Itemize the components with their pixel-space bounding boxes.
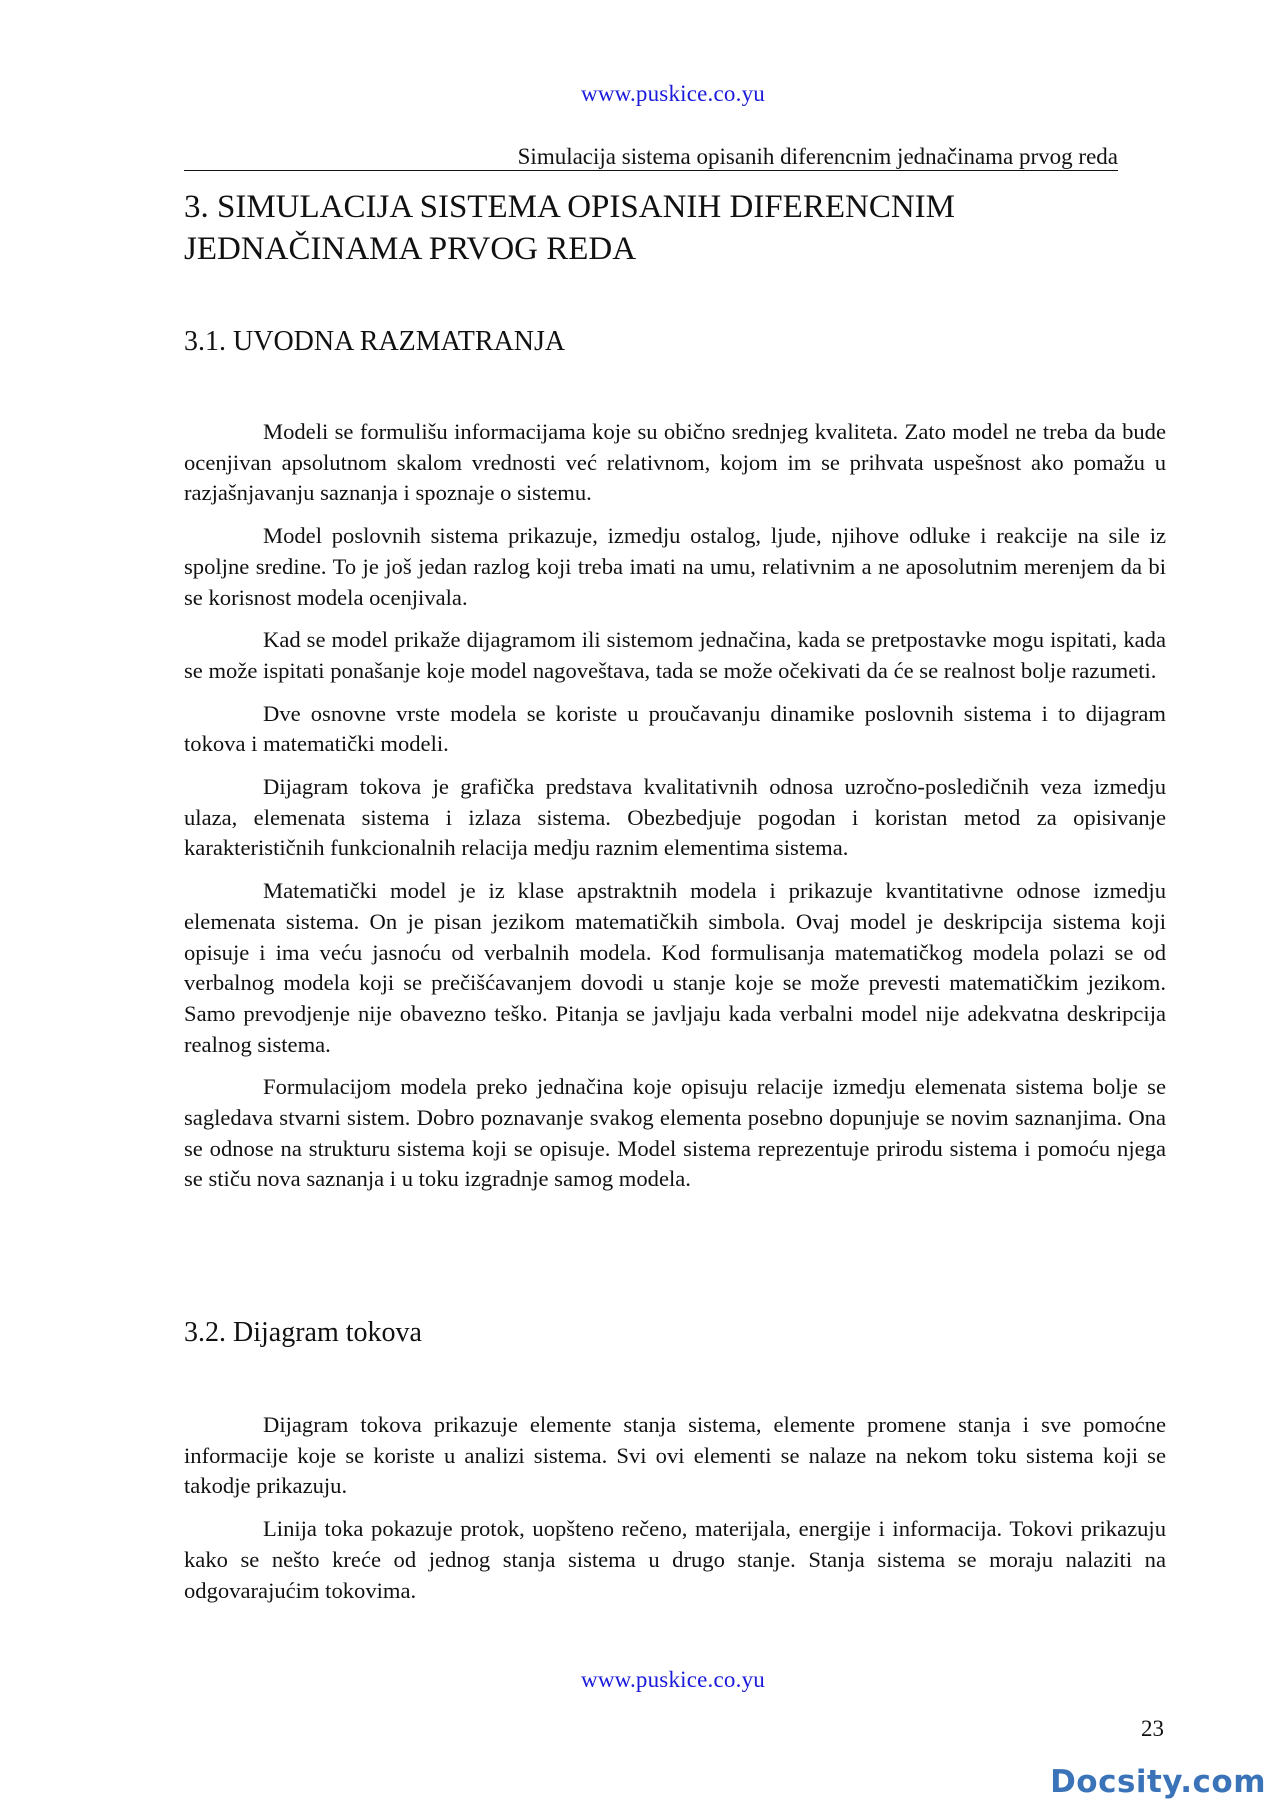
- footer-url[interactable]: www.puskice.co.yu: [581, 1667, 765, 1692]
- page-number: 23: [1141, 1716, 1164, 1741]
- paragraph: Formulacijom modela preko jednačina koje opisuju relacije izmedju elemenata sistema bolje se sagledava stvarni sistem. Dobro poznavanje svakog elementa posebno dopunjuje se novim saznanjima. Ona se odnose na strukturu sistema koji se opisuje. Model sistema reprezentuje prirodu sistema i pomoću njega se stiču nova saznanja i u toku izgradnje samog modela.: [184, 1074, 1166, 1192]
- section-title-uvodna: 3.1. UVODNA RAZMATRANJA: [184, 326, 566, 357]
- running-header-title: Simulacija sistema opisanih diferencnim jednačinama prvog reda: [517, 144, 1118, 169]
- docsity-watermark[interactable]: Docsity.com: [1050, 1764, 1266, 1800]
- section-1-body: [184, 417, 1166, 1207]
- section-title-dijagram-tokova: 3.2. Dijagram tokova: [184, 1317, 422, 1348]
- paragraph: Linija toka pokazuje protok, uopšteno rečeno, materijala, energije i informacija. Tokovi prikazuju kako se nešto kreće od jednog stanja sistema u drugo stanje. Stanja sistema se moraju nalaziti na odgovarajućim tokovima.: [184, 1516, 1166, 1603]
- chapter-title-line-1: 3. SIMULACIJA SISTEMA OPISANIH DIFERENCNIM: [184, 189, 955, 225]
- paragraph: Matematički model je iz klase apstraktnih modela i prikazuje kvantitativne odnose izmedju elemenata sistema. On je pisan jezikom matematičkih simbola. Ovaj model je deskripcija sistema koji opisuje i ima veću jasnoću od verbalnih modela. Kod formulisanja matematičkog modela polazi se od verbalnog modela koji se prečišćavanjem dovodi u stanje koje se može prevesti matematičkim jezikom. Samo prevodjenje nije obavezno teško. Pitanja se javljaju kada verbalni model nije adekvatna deskripcija realnog sistema.: [184, 878, 1166, 1057]
- paragraph: Dijagram tokova je grafička predstava kvalitativnih odnosa uzročno-posledičnih veza izmedju ulaza, elemenata sistema i izlaza sistema. Obezbedjuje pogodan i koristan metod za opisivanje karakterističnih funkcionalnih relacija medju raznim elementima sistema.: [184, 774, 1166, 861]
- running-header: [184, 142, 1118, 171]
- section-2-body: [184, 1410, 1166, 1618]
- paragraph: Kad se model prikaže dijagramom ili sistemom jednačina, kada se pretpostavke mogu ispitati, kada se može ispitati ponašanje koje model nagoveštava, tada se može očekivati da će se realnost bolje razumeti.: [184, 627, 1166, 683]
- chapter-title: [184, 186, 1134, 270]
- chapter-title-line-2: JEDNAČINAMA PRVOG REDA: [184, 231, 637, 267]
- paragraph: Model poslovnih sistema prikazuje, izmedju ostalog, ljude, njihove odluke i reakcije na sile iz spoljne sredine. To je još jedan razlog koji treba imati na umu, relativnim a ne aposolutnim merenjem da bi se korisnost modela ocenjivala.: [184, 523, 1166, 610]
- paragraph: Dijagram tokova prikazuje elemente stanja sistema, elemente promene stanja i sve pomoćne informacije koje se koriste u analizi sistema. Svi ovi elementi se nalaze na nekom toku sistema koji se takodje prikazuju.: [184, 1412, 1166, 1499]
- paragraph: Modeli se formulišu informacijama koje su obično srednjeg kvaliteta. Zato model ne treba da bude ocenjivan apsolutnom skalom vrednosti već relativnom, kojom im se prihvata uspešnost ako pomažu u razjašnjavanju saznanja i spoznaje o sistemu.: [184, 419, 1166, 506]
- header-url[interactable]: www.puskice.co.yu: [581, 81, 765, 106]
- paragraph: Dve osnovne vrste modela se koriste u proučavanju dinamike poslovnih sistema i to dijagram tokova i matematički modeli.: [184, 700, 1166, 757]
